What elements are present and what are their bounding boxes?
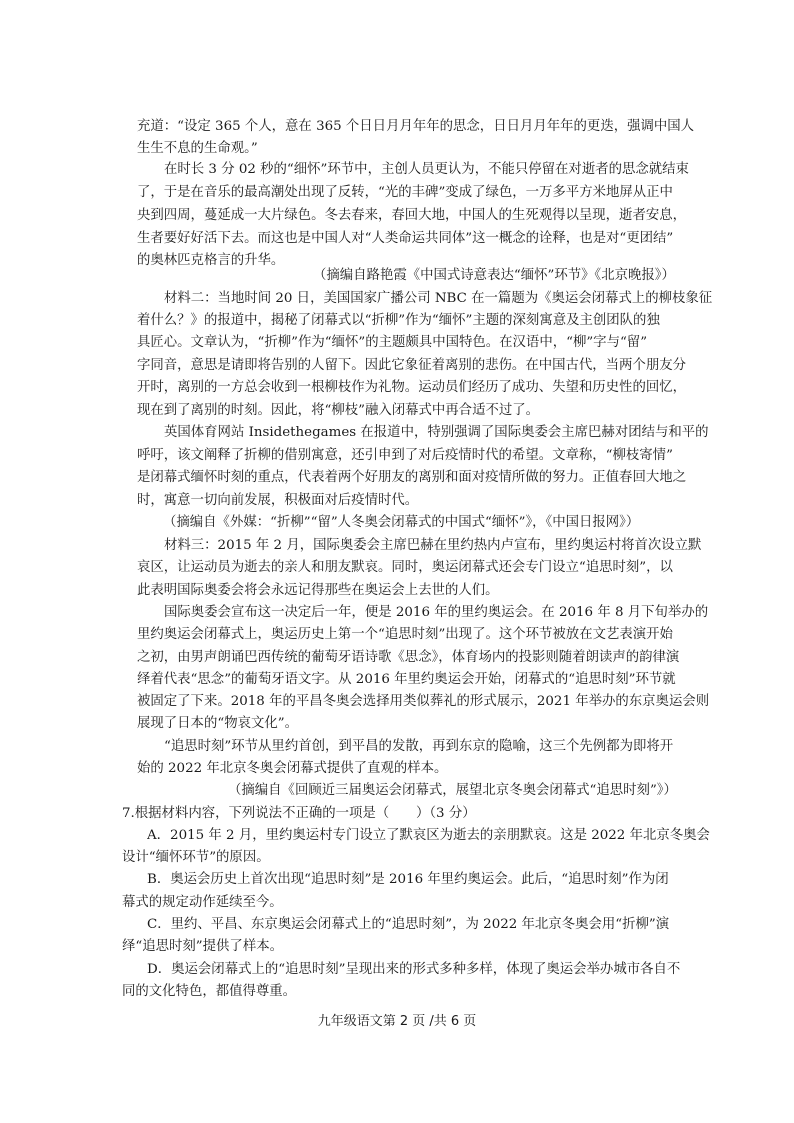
text-line: “追思时刻”环节从里约首创，到平昌的发散，再到东京的隐喻，这三个先例都为即将开	[164, 739, 674, 754]
answer-option-c-cont[interactable]: 绎“追思时刻”提供了样本。	[122, 939, 283, 954]
source-citation: （摘编自路艳霞《中国式诗意表达“缅怀”环节》《北京晚报》）	[313, 268, 675, 283]
text-line: 哀区，让运动员为逝去的亲人和朋友默哀。同时，奥运闭幕式还会专门设立“追思时刻”，以	[137, 560, 673, 575]
text-line: 开时，离别的一方总会收到一根柳枝作为礼物。运动员们经历了成功、失望和历史性的回忆，	[137, 380, 687, 395]
source-citation: （摘编自《外媒：“折柳”“留”人冬奥会闭幕式的中国式“缅怀”》，《中国日报网》）	[163, 515, 640, 530]
answer-option-b[interactable]: B．奥运会历史上首次出现“追思时刻”是 2016 年里约奥运会。此后，“追思时刻”作为闭	[147, 872, 669, 887]
answer-option-a[interactable]: A．2015 年 2 月，里约奥运村专门设立了默哀区为逝去的亲朋默哀。这是 2022 年北京冬奥会	[147, 828, 710, 843]
text-line: 始的 2022 年北京冬奥会闭幕式提供了直观的样本。	[137, 761, 448, 776]
text-line: 字同音，意思是请即将告别的人留下。因此它象征着离别的悲伤。在中国古代，当两个朋友分	[137, 358, 687, 373]
answer-option-a-cont[interactable]: 设计“缅怀环节”的原因。	[122, 850, 270, 865]
text-line: 呼吁，该文阐释了折柳的借别寓意，还引申到了对后疫情时代的希望。文章称，“柳枝寄情”	[137, 448, 673, 463]
text-line: 生生不息的生命观。”	[137, 141, 258, 156]
text-line: 之初，由男声朗诵巴西传统的葡萄牙语诗歌《思念》，体育场内的投影则随着朗读声的韵律演	[137, 650, 680, 665]
page-footer: 九年级语文第 2 页 /共 6 页	[317, 1014, 477, 1029]
text-line: 在时长 3 分 02 秒的“细怀”环节中，主创人员更认为，不能只停留在对逝者的思念就结束	[164, 162, 689, 177]
text-line: 现在到了离别的时刻。因此，将“柳枝”融入闭幕式中再合适不过了。	[137, 403, 540, 418]
text-line: 的奥林匹克格言的升华。	[137, 253, 285, 268]
text-line: 时，寓意一切向前发展，积极面对后疫情时代。	[137, 493, 419, 508]
text-line: 里约奥运会闭幕式上，奥运历史上第一个“追思时刻”出现了。这个环节被放在文艺表演开始	[137, 627, 673, 642]
text-line: 材料三：2015 年 2 月，国际奥委会主席巴赫在里约热内卢宣布，里约奥运村将首次设立默	[164, 538, 702, 553]
text-line: 材料二：当地时间 20 日，美国国家广播公司 NBC 在一篇题为《奥运会闭幕式上的柳枝象征	[164, 291, 713, 306]
question-stem: 7.根据材料内容，下列说法不正确的一项是（ ）（3 分）	[122, 806, 476, 821]
answer-option-d-cont[interactable]: 同的文化特色，都值得尊重。	[122, 984, 297, 999]
text-line: 英国体育网站 Insidethegames 在报道中，特别强调了国际奥委会主席巴赫对团结与和平的	[164, 425, 709, 440]
answer-option-b-cont[interactable]: 幕式的规定动作延续至今。	[122, 895, 283, 910]
text-line: 了，于是在音乐的最高潮处出现了反转，“光的丰碑”变成了绿色，一万多平方米地屏从正中	[137, 185, 673, 200]
text-line: 充道：“设定 365 个人，意在 365 个日日月月年年的思念，日日月月年年的更迭，强调中国人	[137, 119, 695, 134]
answer-option-d[interactable]: D．奥运会闭幕式上的“追思时刻”呈现出来的形式多种多样，体现了奥运会举办城市各自不	[147, 962, 681, 977]
answer-option-c[interactable]: C．里约、平昌、东京奥运会闭幕式上的“追思时刻”，为 2022 年北京冬奥会用“折柳”演	[147, 917, 670, 932]
text-line: 被固定了下来。2018 年的平昌冬奥会选择用类似葬礼的形式展示，2021 年举办的东京奥运会则	[137, 694, 710, 709]
source-citation: （摘编自《回顾近三届奥运会闭幕式，展望北京冬奥会闭幕式“追思时刻”》）	[228, 783, 677, 798]
text-line: 此表明国际奥委会将会永远记得那些在奥运会上去世的人们。	[137, 583, 499, 598]
text-line: 绎着代表“思念”的葡萄牙语文字。从 2016 年里约奥运会开始，闭幕式的“追思时刻”环节就	[137, 672, 676, 687]
text-line: 展现了日本的“物哀文化”。	[137, 716, 298, 731]
text-line: 具匠心。文章认为，“折柳”作为“缅怀”的主题颇具中国特色。在汉语中，“柳”字与“留”	[137, 335, 648, 350]
text-line: 着什么？》的报道中，揭秘了闭幕式以“折柳”作为“缅怀”主题的深刻寓意及主创团队的独	[137, 313, 660, 328]
text-line: 生者要好好活下去。而这也是中国人对“人类命运共同体”这一概念的诠释，也是对“更团结”	[137, 231, 674, 246]
text-line: 国际奥委会宣布这一决定后一年，便是 2016 年的里约奥运会。在 2016 年 8 月下旬举办的	[164, 605, 709, 620]
text-line: 央到四周，蔓延成一大片绿色。冬去春来，春回大地，中国人的生死观得以呈现，逝者安息，	[137, 208, 687, 223]
text-line: 是闭幕式缅怀时刻的重点，代表着两个好朋友的离别和面对疫情所做的努力。正值春回大地之	[137, 470, 687, 485]
